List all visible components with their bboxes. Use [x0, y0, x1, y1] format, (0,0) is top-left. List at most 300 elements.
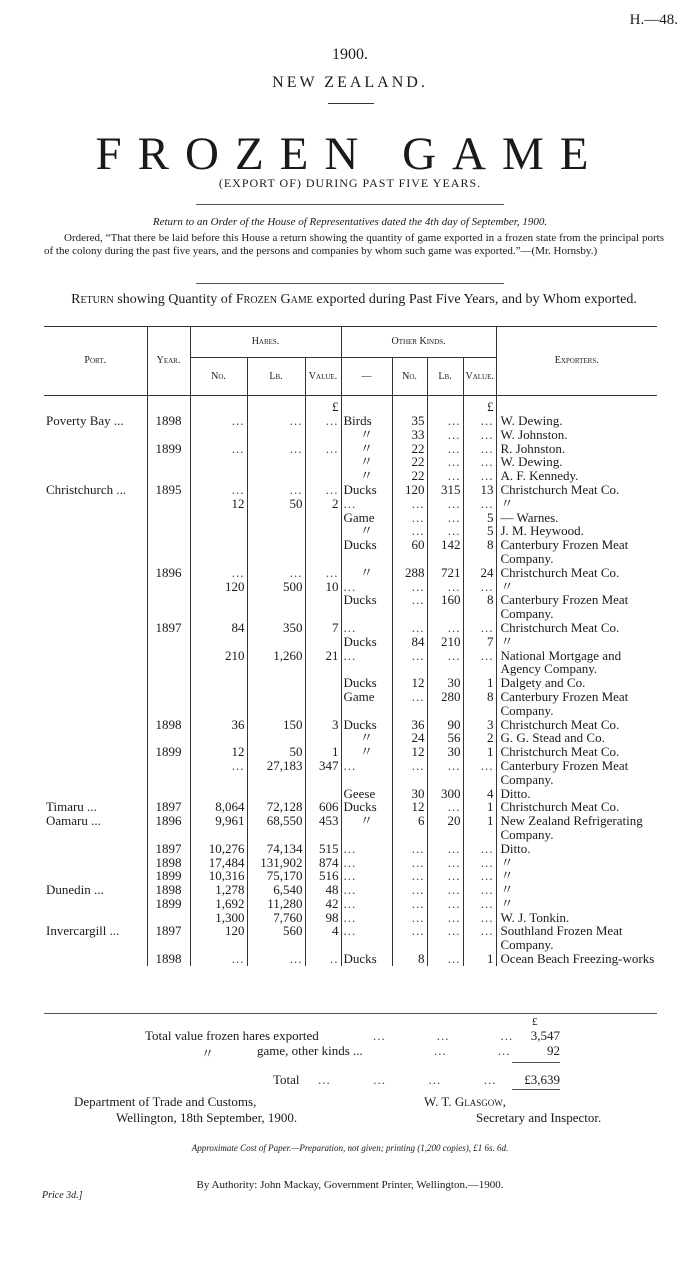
cell-other-lb: 90 — [427, 718, 463, 732]
cell-hares-value: ... — [305, 414, 341, 428]
summary-currency: £ — [532, 1016, 538, 1028]
header-other-no: No. — [392, 358, 427, 396]
cell-hares-value — [305, 593, 341, 621]
cell-port — [44, 745, 147, 759]
cell-hares-lb: 27,183 — [247, 759, 305, 787]
cell-year: 1898 — [147, 856, 190, 870]
cell-other-no: ... — [392, 924, 427, 952]
summary-hares-dots: ... ... ... — [373, 1028, 514, 1043]
cell-hares-value — [305, 428, 341, 442]
cell-other-kind: ... — [341, 580, 392, 594]
cell-other-lb: 20 — [427, 814, 463, 842]
summary-rule — [512, 1062, 560, 1063]
cell-exporter: Ocean Beach Freezing-works — [496, 952, 657, 966]
cell-other-value: 1 — [463, 745, 496, 759]
short-rule — [328, 103, 374, 104]
return-title-frozen-game: Frozen Game — [235, 292, 313, 307]
cell-exporter: Canterbury Frozen Meat Company. — [496, 538, 657, 566]
table-row — [44, 883, 657, 897]
cell-hares-value: 1 — [305, 745, 341, 759]
cell-hares-lb: 131,902 — [247, 856, 305, 870]
cell-exporter: R. Johnston. — [496, 442, 657, 456]
cell-port: Invercargill ... — [46, 923, 120, 939]
cell-hares-value: 516 — [305, 869, 341, 883]
header-exporters: Exporters. — [496, 327, 657, 396]
cell-exporter: J. M. Heywood. — [496, 524, 657, 538]
summary-hares-value: 3,547 — [530, 1028, 560, 1043]
cell-other-value: 3 — [463, 718, 496, 732]
cell-port — [44, 911, 147, 925]
cell-port — [44, 759, 147, 787]
cell-hares-value — [305, 538, 341, 566]
cell-other-no: ... — [392, 497, 427, 511]
cell-port — [44, 690, 147, 718]
cell-other-kind: ... — [341, 924, 392, 952]
cell-other-kind: Game — [341, 511, 392, 525]
cell-port — [44, 538, 147, 566]
cell-hares-lb: ... — [247, 483, 305, 497]
cell-hares-no: 84 — [190, 621, 247, 635]
cell-port — [44, 428, 147, 442]
cell-hares-no: 1,692 — [190, 897, 247, 911]
cell-year — [147, 649, 190, 677]
cell-other-kind: ... — [341, 497, 392, 511]
cell-hares-value — [305, 635, 341, 649]
table-row — [44, 897, 657, 911]
cell-exporter: Dalgety and Co. — [496, 676, 657, 690]
table-row — [44, 442, 657, 456]
cell-other-no: ... — [392, 856, 427, 870]
cell-hares-value: 7 — [305, 621, 341, 635]
department-line: Department of Trade and Customs, — [74, 1094, 257, 1109]
cell-hares-lb: 560 — [247, 924, 305, 952]
cell-other-no: ... — [392, 759, 427, 787]
cell-port — [44, 566, 147, 580]
cell-other-no: 22 — [392, 455, 427, 469]
table-row — [44, 511, 657, 525]
cell-hares-value — [305, 690, 341, 718]
spacer-cell — [427, 396, 463, 415]
cell-other-lb: ... — [427, 580, 463, 594]
cell-year: 1898 — [147, 718, 190, 732]
cell-other-no: ... — [392, 897, 427, 911]
cell-other-value: ... — [463, 869, 496, 883]
cell-hares-no: ... — [190, 442, 247, 456]
cell-other-kind: Ducks — [341, 538, 392, 566]
cell-other-lb: 160 — [427, 593, 463, 621]
cell-other-value: 4 — [463, 787, 496, 801]
cell-port: Christchurch ... — [46, 481, 127, 497]
cell-port — [44, 731, 147, 745]
cell-port — [44, 593, 147, 621]
cell-hares-lb: 350 — [247, 621, 305, 635]
cell-other-kind: Ducks — [341, 676, 392, 690]
cell-other-lb: ... — [427, 897, 463, 911]
cell-hares-no: 36 — [190, 718, 247, 732]
cell-hares-no — [190, 690, 247, 718]
cell-hares-lb — [247, 428, 305, 442]
cell-hares-no — [190, 538, 247, 566]
cell-other-kind: ... — [341, 883, 392, 897]
signatory-name: W. T. Glasgow, — [424, 1094, 506, 1109]
cell-exporter: Christchurch Meat Co. — [496, 718, 657, 732]
cell-other-lb: ... — [427, 497, 463, 511]
table-row — [44, 455, 657, 469]
cell-hares-no: 10,316 — [190, 869, 247, 883]
cell-hares-lb — [247, 469, 305, 483]
spacer-cell — [44, 396, 147, 415]
cell-year — [147, 593, 190, 621]
cell-port — [44, 497, 147, 511]
return-order-line: Return to an Order of the House of Representatives dated the 4th day of September, 1900. — [152, 216, 548, 228]
cell-other-lb: ... — [427, 911, 463, 925]
cell-hares-lb: 11,280 — [247, 897, 305, 911]
cell-other-value: ... — [463, 924, 496, 952]
cell-hares-lb: 50 — [247, 745, 305, 759]
table-row — [44, 649, 657, 677]
cell-hares-lb: 7,760 — [247, 911, 305, 925]
spacer-cell — [341, 396, 392, 415]
cell-port: Oamaru ... — [46, 813, 101, 829]
cell-port — [44, 856, 147, 870]
document-title: FROZEN GAME — [95, 128, 605, 180]
cell-other-no: ... — [392, 580, 427, 594]
cell-year — [147, 511, 190, 525]
cell-exporter: W. Dewing. — [496, 455, 657, 469]
cell-exporter: Canterbury Frozen Meat Company. — [496, 593, 657, 621]
cell-other-value: ... — [463, 856, 496, 870]
price-note: Price 3d.] — [42, 1190, 83, 1201]
cell-hares-no: ... — [190, 566, 247, 580]
cell-other-value: ... — [463, 759, 496, 787]
summary-total-dots: ... ... ... ... — [318, 1072, 497, 1087]
cell-hares-no — [190, 511, 247, 525]
header-other-lb: Lb. — [427, 358, 463, 396]
cell-other-value: ... — [463, 497, 496, 511]
cell-hares-value: 515 — [305, 842, 341, 856]
cell-exporter: Canterbury Frozen Meat Company. — [496, 690, 657, 718]
cell-other-lb: 210 — [427, 635, 463, 649]
cell-port — [44, 897, 147, 911]
header-year: Year. — [147, 327, 190, 396]
cell-exporter: Christchurch Meat Co. — [496, 566, 657, 580]
cell-hares-lb — [247, 511, 305, 525]
cell-other-value: 7 — [463, 635, 496, 649]
cell-hares-lb: 72,128 — [247, 800, 305, 814]
spacer-cell — [247, 396, 305, 415]
cell-hares-value — [305, 511, 341, 525]
cell-exporter: New Zealand Refrigerating Company. — [496, 814, 657, 842]
cell-port — [44, 842, 147, 856]
spacer-cell — [392, 396, 427, 415]
cell-exporter: Ditto. — [496, 787, 657, 801]
cell-other-lb: ... — [427, 511, 463, 525]
return-title-text-end: exported during Past Five Years, and by Whom exported. — [316, 292, 637, 307]
cell-exporter: 〃 — [496, 580, 657, 594]
cell-hares-lb: 500 — [247, 580, 305, 594]
cell-other-value: ... — [463, 580, 496, 594]
cell-exporter: W. Johnston. — [496, 428, 657, 442]
cell-other-value: ... — [463, 897, 496, 911]
cell-year — [147, 731, 190, 745]
table-row — [44, 718, 657, 732]
cell-hares-lb — [247, 690, 305, 718]
cell-other-lb: 721 — [427, 566, 463, 580]
table-row — [44, 428, 657, 442]
cell-exporter: Ditto. — [496, 842, 657, 856]
cell-year: 1896 — [147, 566, 190, 580]
table-row — [44, 676, 657, 690]
cell-year — [147, 635, 190, 649]
cell-port: Dunedin ... — [46, 882, 104, 898]
cell-year: 1897 — [147, 842, 190, 856]
cell-other-kind: 〃 — [341, 566, 392, 580]
cell-other-value: ... — [463, 428, 496, 442]
cell-other-lb: 280 — [427, 690, 463, 718]
cell-other-kind: ... — [341, 649, 392, 677]
cell-hares-lb — [247, 731, 305, 745]
cell-hares-lb: 74,134 — [247, 842, 305, 856]
spacer-cell — [190, 396, 247, 415]
table-row — [44, 635, 657, 649]
cell-other-no: 6 — [392, 814, 427, 842]
table-row — [44, 911, 657, 925]
cell-port — [44, 455, 147, 469]
cell-exporter: A. F. Kennedy. — [496, 469, 657, 483]
cell-exporter: 〃 — [496, 856, 657, 870]
header-other-kind: — — [341, 358, 392, 396]
table-row — [44, 800, 657, 814]
cell-hares-lb: ... — [247, 442, 305, 456]
cell-hares-value: 3 — [305, 718, 341, 732]
header-hares: Hares. — [190, 327, 341, 358]
cell-port — [44, 469, 147, 483]
cell-exporter: 〃 — [496, 869, 657, 883]
cell-other-no: 12 — [392, 676, 427, 690]
department-date: Wellington, 18th September, 1900. — [116, 1110, 298, 1125]
cell-other-no: 84 — [392, 635, 427, 649]
cell-port — [44, 621, 147, 635]
cell-other-value: 1 — [463, 800, 496, 814]
cell-hares-no: ... — [190, 483, 247, 497]
cell-year — [147, 469, 190, 483]
cell-hares-value: 10 — [305, 580, 341, 594]
cell-hares-lb — [247, 593, 305, 621]
cell-hares-value — [305, 455, 341, 469]
cell-hares-no — [190, 428, 247, 442]
cell-other-kind: ... — [341, 856, 392, 870]
cell-other-no: 8 — [392, 952, 427, 966]
cell-other-no: 120 — [392, 483, 427, 497]
cell-year: 1898 — [147, 414, 190, 428]
cell-exporter: 〃 — [496, 897, 657, 911]
cell-other-kind: 〃 — [341, 442, 392, 456]
cell-hares-value: 453 — [305, 814, 341, 842]
cell-other-lb: ... — [427, 414, 463, 428]
cell-port — [44, 952, 147, 966]
cell-hares-value — [305, 676, 341, 690]
signatory-title: Secretary and Inspector. — [476, 1110, 602, 1125]
cell-year: 1898 — [147, 952, 190, 966]
cell-hares-no: 120 — [190, 924, 247, 952]
table-row — [44, 538, 657, 566]
cell-hares-no: 10,276 — [190, 842, 247, 856]
cell-other-kind: ... — [341, 869, 392, 883]
cell-exporter: 〃 — [496, 635, 657, 649]
cell-other-lb: ... — [427, 924, 463, 952]
table-row — [44, 690, 657, 718]
cell-other-value: ... — [463, 649, 496, 677]
cell-hares-lb: 6,540 — [247, 883, 305, 897]
cell-port — [44, 442, 147, 456]
table-row — [44, 566, 657, 580]
document-subtitle: (EXPORT OF) DURING PAST FIVE YEARS. — [218, 176, 482, 190]
currency-mark: £ — [305, 396, 341, 415]
cell-other-value: ... — [463, 842, 496, 856]
summary-other-dots: ... ... — [434, 1043, 511, 1058]
cell-hares-value: 347 — [305, 759, 341, 787]
cell-other-value: 2 — [463, 731, 496, 745]
cell-hares-lb: 1,260 — [247, 649, 305, 677]
return-title-text: showing Quantity of — [117, 292, 233, 307]
cell-other-kind: 〃 — [341, 745, 392, 759]
cell-year: 1897 — [147, 621, 190, 635]
cell-other-no: 288 — [392, 566, 427, 580]
cell-hares-lb — [247, 538, 305, 566]
cell-other-no: 22 — [392, 442, 427, 456]
cell-other-no: ... — [392, 842, 427, 856]
cell-hares-lb — [247, 787, 305, 801]
table-row — [44, 952, 657, 966]
return-table — [44, 326, 657, 966]
cell-other-value: 13 — [463, 483, 496, 497]
cell-port — [44, 676, 147, 690]
cell-other-no: ... — [392, 593, 427, 621]
summary-total-rule — [512, 1089, 560, 1090]
cell-port — [44, 869, 147, 883]
cell-other-value: 5 — [463, 524, 496, 538]
cell-year — [147, 676, 190, 690]
cell-year — [147, 497, 190, 511]
cell-other-lb: ... — [427, 952, 463, 966]
cell-hares-no — [190, 455, 247, 469]
cell-hares-no: 12 — [190, 497, 247, 511]
table-row — [44, 759, 657, 787]
cell-exporter: Christchurch Meat Co. — [496, 621, 657, 635]
cell-other-lb: 56 — [427, 731, 463, 745]
cell-other-no: ... — [392, 524, 427, 538]
cell-year — [147, 538, 190, 566]
cell-year: 1896 — [147, 814, 190, 842]
cell-hares-value: 42 — [305, 897, 341, 911]
cell-hares-value: .. — [305, 952, 341, 966]
cell-year: 1895 — [147, 483, 190, 497]
cell-other-kind: 〃 — [341, 814, 392, 842]
table-row — [44, 869, 657, 883]
cell-exporter: G. G. Stead and Co. — [496, 731, 657, 745]
table-row — [44, 497, 657, 511]
cell-hares-lb — [247, 676, 305, 690]
cost-note: Approximate Cost of Paper.—Preparation, not given; printing (1,200 copies), £1 6s. 6d. — [191, 1143, 509, 1153]
cell-hares-lb: 150 — [247, 718, 305, 732]
cell-other-value: 8 — [463, 538, 496, 566]
cell-other-value: ... — [463, 469, 496, 483]
cell-other-value: ... — [463, 883, 496, 897]
summary-hares-label: Total value frozen hares exported — [145, 1028, 319, 1043]
cell-other-lb: ... — [427, 800, 463, 814]
cell-year — [147, 580, 190, 594]
cell-other-lb: 30 — [427, 676, 463, 690]
cell-port — [44, 511, 147, 525]
cell-year — [147, 911, 190, 925]
cell-other-value: ... — [463, 455, 496, 469]
cell-other-lb: ... — [427, 442, 463, 456]
table-row — [44, 483, 657, 497]
cell-other-lb: ... — [427, 455, 463, 469]
cell-other-value: ... — [463, 442, 496, 456]
cell-port — [44, 635, 147, 649]
cell-exporter: W. J. Tonkin. — [496, 911, 657, 925]
paper-reference: H.—48. — [629, 12, 678, 28]
cell-other-value: 5 — [463, 511, 496, 525]
cell-other-lb: ... — [427, 842, 463, 856]
table-row — [44, 580, 657, 594]
cell-other-value: 24 — [463, 566, 496, 580]
cell-year — [147, 690, 190, 718]
header-other-kinds: Other Kinds. — [341, 327, 496, 358]
cell-hares-value: ... — [305, 566, 341, 580]
cell-other-no: ... — [392, 869, 427, 883]
cell-year — [147, 759, 190, 787]
cell-port — [44, 580, 147, 594]
cell-other-no: 35 — [392, 414, 427, 428]
cell-hares-no: 120 — [190, 580, 247, 594]
cell-exporter: 〃 — [496, 497, 657, 511]
cell-other-lb: ... — [427, 524, 463, 538]
cell-exporter: Christchurch Meat Co. — [496, 745, 657, 759]
cell-year — [147, 428, 190, 442]
table-row — [44, 856, 657, 870]
summary-other-value: 92 — [547, 1043, 560, 1058]
cell-hares-no: ... — [190, 759, 247, 787]
cell-hares-lb — [247, 524, 305, 538]
cell-hares-no — [190, 524, 247, 538]
spacer-cell — [496, 396, 657, 415]
cell-hares-lb: ... — [247, 414, 305, 428]
cell-other-kind: 〃 — [341, 731, 392, 745]
table-bottom-rule — [44, 1013, 657, 1014]
cell-other-lb: 300 — [427, 787, 463, 801]
cell-other-value: ... — [463, 414, 496, 428]
cell-hares-no — [190, 469, 247, 483]
cell-other-kind: Birds — [341, 414, 392, 428]
cell-other-no: ... — [392, 690, 427, 718]
cell-year: 1899 — [147, 745, 190, 759]
return-title-word: Return — [71, 292, 114, 307]
cell-exporter: 〃 — [496, 883, 657, 897]
cell-hares-no: ... — [190, 952, 247, 966]
cell-exporter: Christchurch Meat Co. — [496, 800, 657, 814]
cell-port — [44, 718, 147, 732]
cell-hares-value: ... — [305, 483, 341, 497]
cell-other-kind: ... — [341, 759, 392, 787]
cell-other-lb: ... — [427, 856, 463, 870]
cell-port: Poverty Bay ... — [46, 413, 124, 428]
cell-other-value: ... — [463, 911, 496, 925]
cell-year — [147, 787, 190, 801]
cell-hares-lb: ... — [247, 952, 305, 966]
cell-other-lb: ... — [427, 759, 463, 787]
